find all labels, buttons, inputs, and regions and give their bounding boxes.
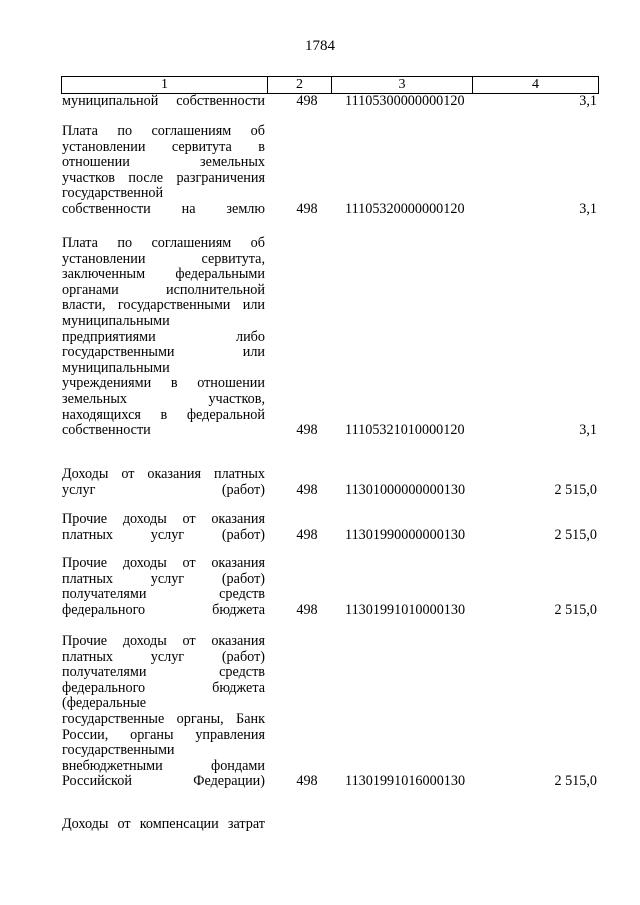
row-name-line: Плата по соглашениям об <box>62 235 265 251</box>
row-kbk: 11105320000000120 <box>345 201 465 217</box>
header-col-2: 2 <box>268 77 332 94</box>
row-code: 498 <box>296 422 318 439</box>
row-name-line: установлении сервитута, <box>62 250 265 267</box>
row-name <box>62 236 265 439</box>
row-name <box>62 467 265 498</box>
header-col-3: 3 <box>332 77 473 94</box>
row-name-line: платных услуг (работ) <box>62 526 265 543</box>
row-name-line: предприятиями либо <box>62 328 265 345</box>
row-name-line: власти, государственными или <box>62 297 265 314</box>
row-name-line: муниципальными <box>62 312 170 329</box>
row-code: 498 <box>296 601 318 618</box>
row-name-line: установлении сервитута в <box>62 138 265 155</box>
row-code: 498 <box>296 93 318 109</box>
row-name-line: находящихся в федеральной <box>62 406 265 423</box>
row-name-line: платных услуг (работ) <box>62 648 265 665</box>
row-kbk: 11301991010000130 <box>345 601 466 618</box>
row-name-line: платных услуг (работ) <box>62 570 265 587</box>
row-name-line: органами исполнительной <box>62 281 265 298</box>
row-name-line: внебюджетными фондами <box>62 757 265 774</box>
row-name <box>62 124 265 218</box>
row-kbk: 11301990000000130 <box>345 526 466 543</box>
row-name-line: Прочие доходы от оказания <box>62 511 265 527</box>
row-code: 498 <box>296 201 318 217</box>
row-name-line: отношении земельных <box>62 154 265 171</box>
row-name-line: Плата по соглашениям об <box>62 123 265 139</box>
table-header <box>61 76 599 94</box>
row-name-line: собственности на землю <box>62 200 265 217</box>
row-name-line: Доходы от оказания платных <box>62 466 265 482</box>
row-name <box>62 556 265 618</box>
row-name-line: государственными <box>62 742 175 759</box>
row-name-line: муниципальными <box>62 359 170 376</box>
row-name-line: собственности <box>62 422 151 439</box>
row-value: 3,1 <box>579 422 597 439</box>
row-value: 2 515,0 <box>554 601 597 618</box>
row-name-line: федерального бюджета <box>62 679 265 696</box>
row-name-line: Прочие доходы от оказания <box>62 633 265 649</box>
row-kbk: 11105321010000120 <box>345 422 465 439</box>
row-value: 2 515,0 <box>554 481 597 498</box>
row-value: 2 515,0 <box>554 773 597 790</box>
row-name-line: Доходы от компенсации затрат <box>62 816 265 832</box>
row-code: 498 <box>296 481 318 498</box>
row-kbk: 11105300000000120 <box>345 93 465 109</box>
row-name <box>62 817 265 833</box>
row-code: 498 <box>296 773 318 790</box>
row-name-line: Прочие доходы от оказания <box>62 555 265 571</box>
row-name-line: России, органы управления <box>62 726 265 743</box>
row-value: 3,1 <box>579 201 597 217</box>
row-name-line: получателями средств <box>62 664 265 681</box>
row-name-line: получателями средств <box>62 586 265 603</box>
row-name-line: учреждениями в отношении <box>62 375 265 392</box>
row-name-line: заключенным федеральными <box>62 266 265 283</box>
row-kbk: 11301991016000130 <box>345 773 466 790</box>
row-name-line: земельных участков, <box>62 390 265 407</box>
row-name-line: Российской Федерации) <box>62 773 265 790</box>
header-col-4: 4 <box>473 77 599 94</box>
row-name-line: государственные органы, Банк <box>62 710 265 727</box>
row-name <box>62 512 265 543</box>
row-name-line: федерального бюджета <box>62 601 265 618</box>
row-name-line: государственными или <box>62 344 265 361</box>
row-name <box>62 634 265 790</box>
row-code: 498 <box>296 526 318 543</box>
row-name <box>62 94 265 110</box>
row-value: 2 515,0 <box>554 526 597 543</box>
row-name-line: услуг (работ) <box>62 481 265 498</box>
row-name-line: (федеральные <box>62 695 147 712</box>
row-name-line: муниципальной собственности <box>62 93 265 109</box>
row-name-line: государственной <box>62 185 164 202</box>
row-kbk: 11301000000000130 <box>345 481 466 498</box>
row-value: 3,1 <box>579 93 597 109</box>
header-col-1: 1 <box>62 77 268 94</box>
page-number: 1784 <box>305 38 335 54</box>
row-name-line: участков после разграничения <box>62 169 265 186</box>
